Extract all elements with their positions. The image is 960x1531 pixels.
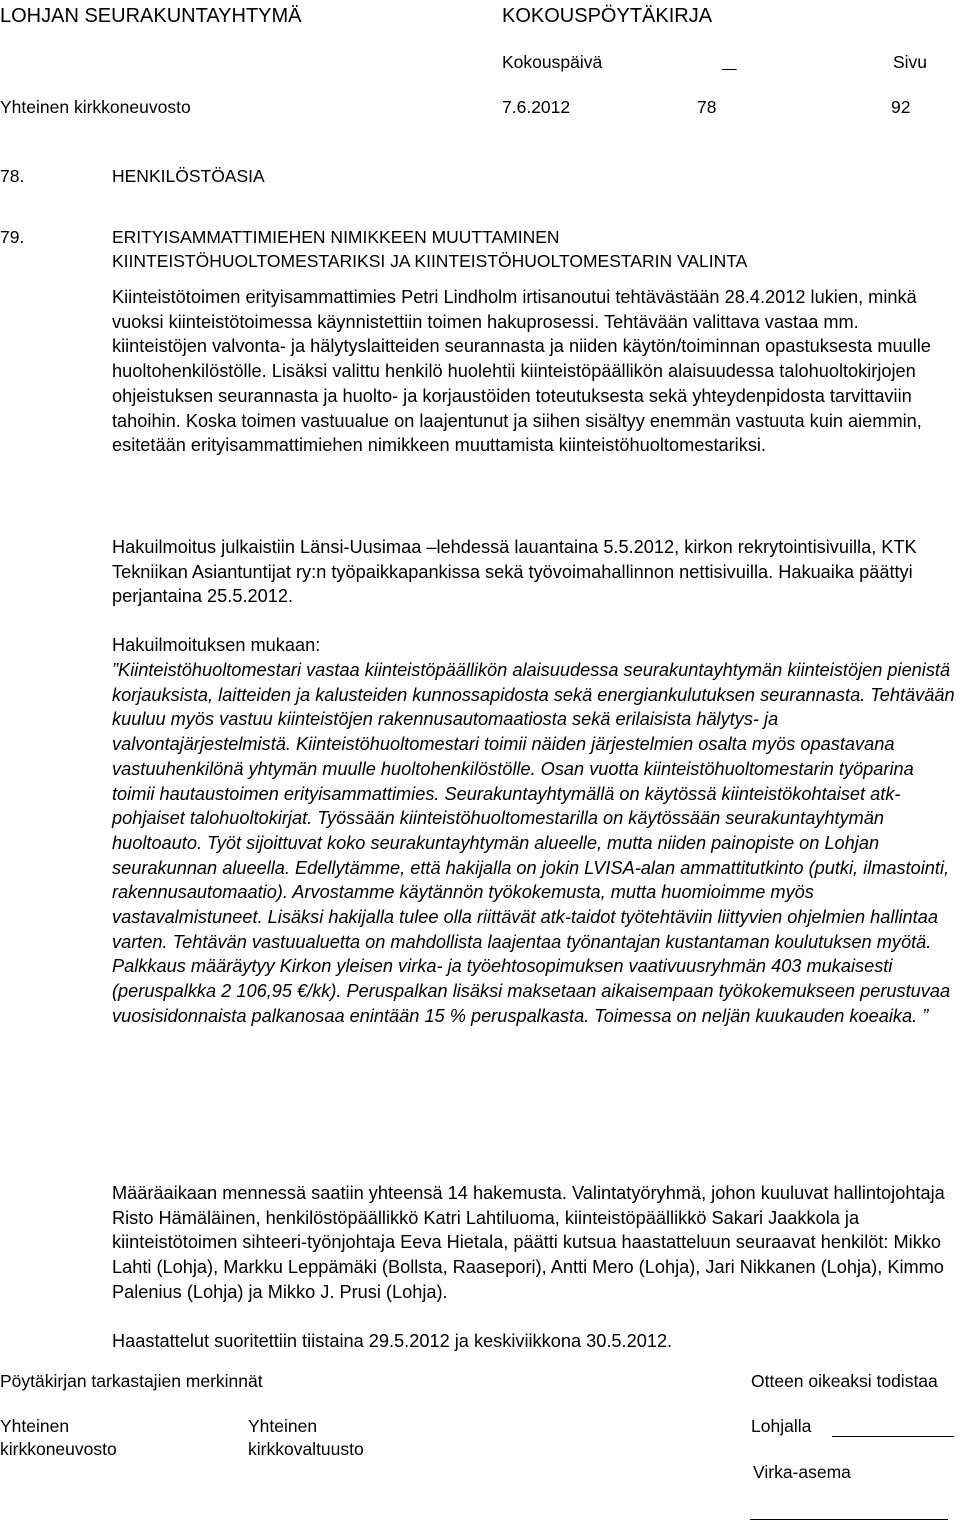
page-label: Sivu: [893, 52, 928, 72]
place-label: Lohjalla: [751, 1416, 812, 1436]
item-79-title-line2: KIINTEISTÖHUOLTOMESTARIKSI JA KIINTEISTÖHUOLTOMESTARIN VALINTA: [112, 251, 748, 271]
reviewers-label: Pöytäkirjan tarkastajien merkinnät: [0, 1371, 263, 1391]
item-78-number: 78.: [0, 166, 25, 186]
item-79-number: 79.: [0, 227, 25, 247]
item-79-title-line1: ERITYISAMMATTIMIEHEN NIMIKKEEN MUUTTAMINEN: [112, 227, 560, 247]
place-signature-line: [832, 1436, 954, 1437]
body-paragraph-1: Kiinteistötoimen erityisammattimies Petri Lindholm irtisanoutui tehtävästään 28.4.2012 lukien, minkä vuoksi kiinteistötoimessa käynnistettiin toimen hakuprosessi. Tehtävään valittava vastaa mm. kiinteistöjen valvonta- ja hälytyslaitteiden seurannasta ja niiden käytön/toiminnan opastuksesta muulle huoltohenkilöstölle. Lisäksi valittu henkilö huolehtii kiinteistöpäällikön alaisuudessa talohuoltokirjojen ohjeistuksen seurannasta ja huolto- ja korjaustöiden toteutuksesta sekä yhteydenpidosta tarvittaviin tahoihin. Koska toimen vastuualue on laajentunut ja siihen sisältyy enemmän vastuuta kuin aiemmin, esitetään erityisammattimiehen nimikkeen muuttamista kiinteistöhuoltomestariksi.: [112, 287, 931, 456]
meeting-date: 7.6.2012: [502, 97, 571, 117]
org-name: LOHJAN SEURAKUNTAYHTYMÄ: [0, 5, 302, 27]
date-label: Kokouspäivä: [502, 52, 603, 72]
quote-intro: Hakuilmoituksen mukaan:: [112, 635, 321, 655]
body-paragraph-2: Hakuilmoitus julkaistiin Länsi-Uusimaa –lehdessä lauantaina 5.5.2012, kirkon rekrytointisivuilla, KTK Tekniikan Asiantuntijat ry:n työpaikkapankissa sekä työvoimahallinnon nettisivuilla. Hakuaika päättyi perjantaina 25.5.2012.: [112, 537, 917, 607]
signature-line: [750, 1519, 948, 1520]
signer-col2-line2: kirkkovaltuusto: [248, 1439, 364, 1459]
page-number: 92: [891, 97, 911, 117]
certified-label: Otteen oikeaksi todistaa: [751, 1371, 938, 1391]
meeting-body: Yhteinen kirkkoneuvosto: [0, 97, 191, 117]
job-ad-quote: ”Kiinteistöhuoltomestari vastaa kiinteistöpäällikön alaisuudessa seurakuntayhtymän kiinteistöjen pienistä korjauksista, laitteiden ja kalusteiden kunnossapidosta sekä energiankulutuksen seurannasta. Tehtävään kuuluu myös vastuu kiinteistöjen rakennusautomaatiosta sekä erilaisista hälytys- ja valvontajärjestelmistä. Kiinteistöhuoltomestari toimii näiden järjestelmien osalta myös opastavana vastuuhenkilönä yhtymän muulle huoltohenkilöstölle. Osan vuotta kiinteistöhuoltomestarin työparina toimii hautaustoimen erityisammattimies. Seurakuntayhtymällä on käytössä kiinteistökohtaiset atk-pohjaiset talohuoltokirjat. Työssään kiinteistöhuoltomestarilla on käytössään seurakuntayhtymän huoltoauto. Työt sijoittuvat koko seurakuntayhtymän alueelle, mutta niiden painopiste on Lohjan seurakunnan alueella. Edellytämme, että hakijalla on jokin LVISA-alan ammattitutkinto (putki, ilmastointi, rakennusautomaatio). Arvostamme käytännön työkokemusta, mutta huomioimme myös vastavalmistuneet. Lisäksi hakijalla tulee olla riittävät atk-taidot työtehtäviin liittyvien ohjelmien hallintaa varten. Tehtävän vastuualuetta on mahdollista laajentaa työnantajan kustantaman koulutuksen myötä. Palkkaus määräytyy Kirkon yleisen virka- ja työehtosopimuksen vaativuusryhmän 403 mukaisesti (peruspalkka 2 106,95 €/kk). Peruspalkan lisäksi maksetaan aikaisempaan työkokemukseen perustuvaa vuosisidonnaista palkanosaa enintään 15 % peruspalkasta. Toimessa on neljän kuukauden koeaika. ”: [112, 660, 955, 1026]
signer-col1-line1: Yhteinen: [0, 1416, 70, 1436]
body-paragraph-3: Määräaikaan mennessä saatiin yhteensä 14 hakemusta. Valintatyöryhmä, johon kuuluvat hallintojohtaja Risto Hämäläinen, henkilöstöpäällikkö Katri Lahtiluoma, kiinteistöpäällikkö Sakari Jaakkola ja kiinteistötoimen sihteeri-työnjohtaja Eeva Hietala, päätti kutsua haastatteluun seuraavat henkilöt: Mikko Lahti (Lohja), Markku Leppämäki (Bollsta, Raasepori), Antti Mero (Lohja), Jari Nikkanen (Lohja), Kimmo Palenius (Lohja) ja Mikko J. Prusi (Lohja).: [112, 1183, 945, 1302]
position-label: Virka-asema: [753, 1462, 851, 1482]
doc-type: KOKOUSPÖYTÄKIRJA: [502, 5, 713, 27]
signer-col2-line1: Yhteinen: [248, 1416, 318, 1436]
section-number: 78: [697, 97, 717, 117]
section-label-mark: [722, 52, 734, 73]
body-paragraph-4: Haastattelut suoritettiin tiistaina 29.5.2012 ja keskiviikkona 30.5.2012.: [112, 1331, 673, 1351]
item-78-title: HENKILÖSTÖASIA: [112, 166, 265, 186]
signer-col1-line2: kirkkoneuvosto: [0, 1439, 117, 1459]
